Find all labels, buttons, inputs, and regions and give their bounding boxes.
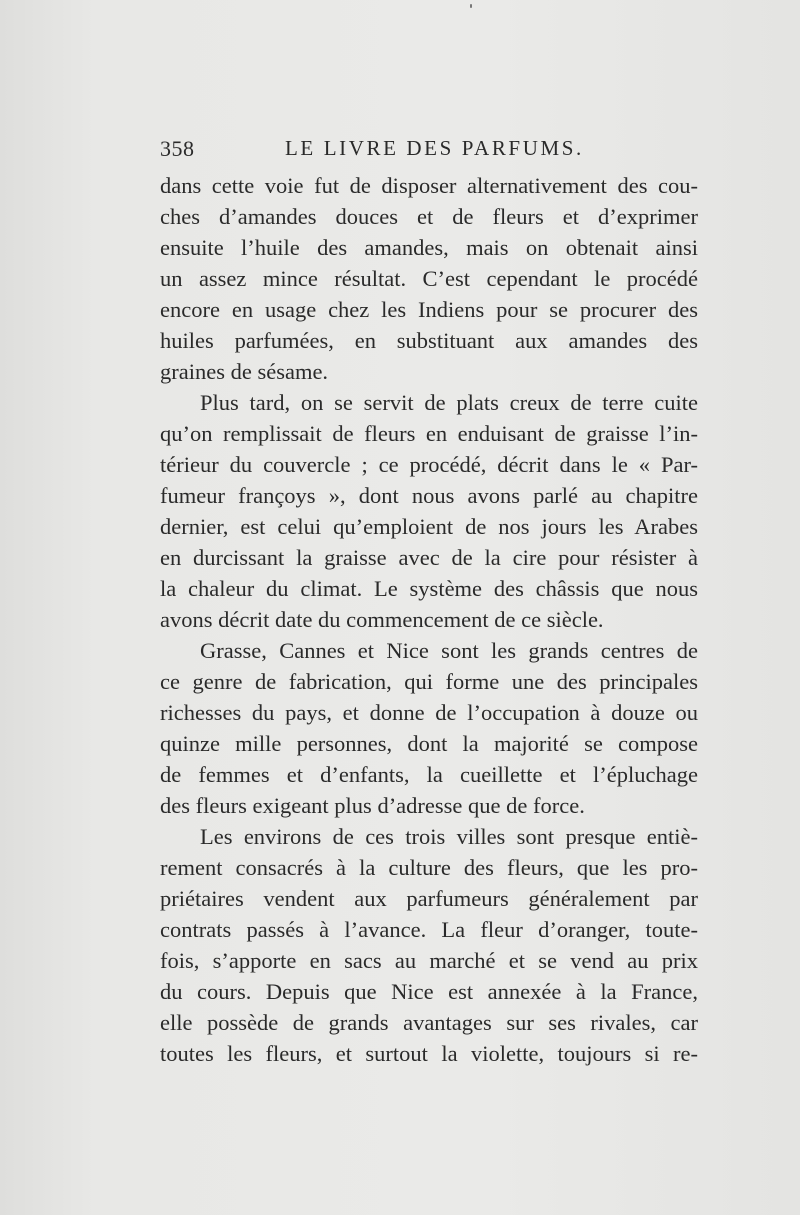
text-line: encore en usage chez les Indiens pour se procurer des bbox=[160, 297, 698, 322]
running-title: LE LIVRE DES PARFUMS. bbox=[285, 136, 584, 160]
text-line: des fleurs exigeant plus d’adresse que de force. bbox=[160, 793, 585, 818]
text-line: en durcissant la graisse avec de la cire pour résister à bbox=[160, 545, 698, 570]
text-line: quinze mille personnes, dont la majorité se compose bbox=[160, 731, 698, 756]
text-line: ensuite l’huile des amandes, mais on obtenait ainsi bbox=[160, 235, 698, 260]
text-line: fois, s’apporte en sacs au marché et se vend au prix bbox=[160, 948, 698, 973]
text-line: térieur du couvercle ; ce procédé, décrit dans le « Par- bbox=[160, 452, 698, 477]
text-line: ches d’amandes douces et de fleurs et d’exprimer bbox=[160, 204, 698, 229]
text-line: rement consacrés à la culture des fleurs, que les pro- bbox=[160, 855, 698, 880]
text-line: Grasse, Cannes et Nice sont les grands centres de bbox=[200, 638, 698, 663]
text-line: dernier, est celui qu’emploient de nos jours les Arabes bbox=[160, 514, 698, 539]
paragraph bbox=[160, 635, 698, 821]
text-line: Les environs de ces trois villes sont presque entiè- bbox=[200, 824, 698, 849]
text-line: dans cette voie fut de disposer alternativement des cou- bbox=[160, 173, 698, 198]
text-line: graines de sésame. bbox=[160, 359, 329, 384]
text-line: avons décrit date du commencement de ce siècle. bbox=[160, 607, 604, 632]
text-line: qu’on remplissait de fleurs en enduisant de graisse l’in- bbox=[160, 421, 698, 446]
text-line: la chaleur du climat. Le système des châssis que nous bbox=[160, 576, 698, 601]
text-line: fumeur françoys », dont nous avons parlé au chapitre bbox=[160, 483, 698, 508]
paragraph bbox=[160, 170, 698, 387]
text-line: toutes les fleurs, et surtout la violette, toujours si re- bbox=[160, 1041, 698, 1066]
running-head bbox=[160, 136, 705, 166]
text-line: du cours. Depuis que Nice est annexée à la France, bbox=[160, 979, 698, 1004]
text-line: richesses du pays, et donne de l’occupation à douze ou bbox=[160, 700, 698, 725]
text-line: huiles parfumées, en substituant aux amandes des bbox=[160, 328, 698, 353]
paragraph bbox=[160, 387, 698, 635]
text-line: Plus tard, on se servit de plats creux de terre cuite bbox=[200, 390, 698, 415]
page-number: 358 bbox=[160, 136, 195, 161]
text-line: contrats passés à l’avance. La fleur d’oranger, toute- bbox=[160, 917, 698, 942]
paragraph bbox=[160, 821, 698, 1069]
body-text bbox=[160, 170, 698, 1069]
text-line: un assez mince résultat. C’est cependant le procédé bbox=[160, 266, 698, 291]
text-line: de femmes et d’enfants, la cueillette et l’épluchage bbox=[160, 762, 698, 787]
text-line: priétaires vendent aux parfumeurs généralement par bbox=[160, 886, 698, 911]
ink-speck bbox=[470, 4, 472, 8]
text-line: elle possède de grands avantages sur ses rivales, car bbox=[160, 1010, 698, 1035]
text-line: ce genre de fabrication, qui forme une des principales bbox=[160, 669, 698, 694]
